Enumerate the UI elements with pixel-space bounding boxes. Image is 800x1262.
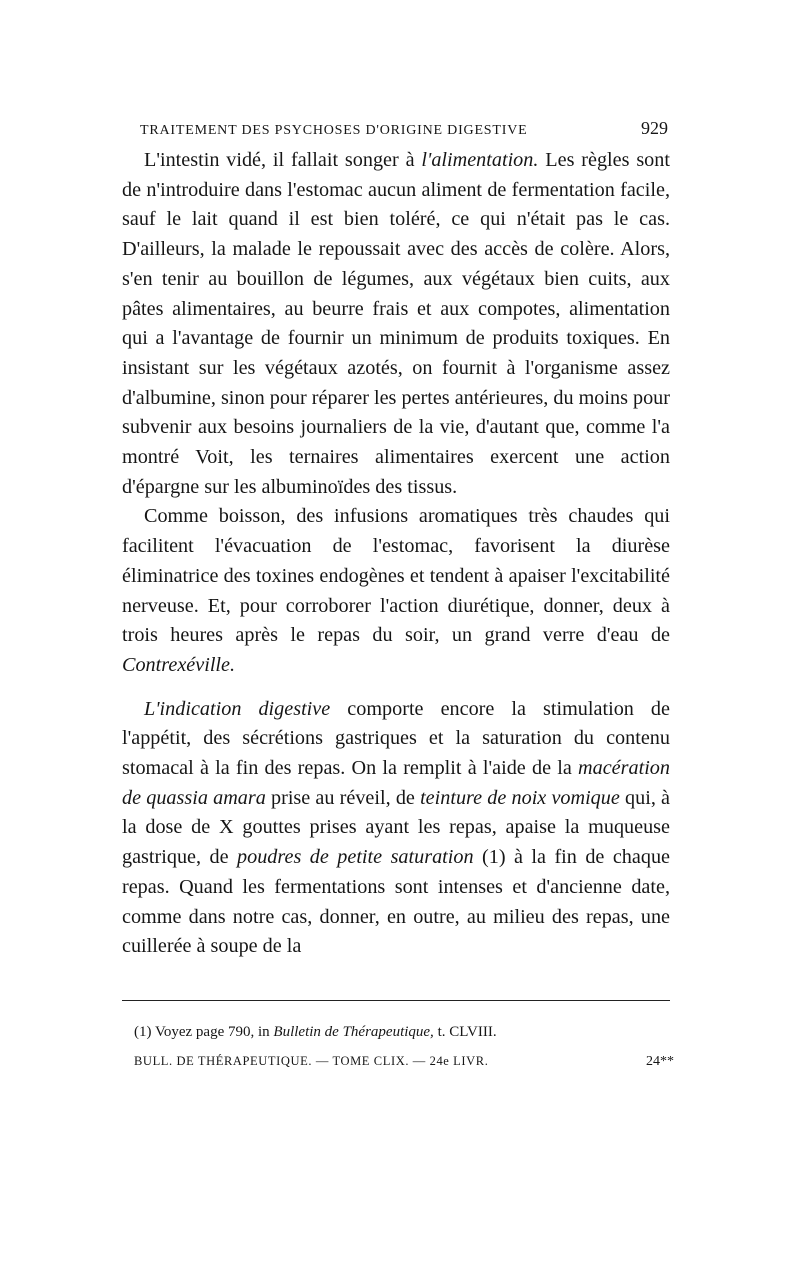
footnote: [134, 1022, 674, 1042]
body-text: [122, 146, 670, 962]
paragraph: [122, 695, 670, 962]
text-run: Les règles sont de n'introduire dans l'estomac aucun aliment de fermentation facile, sauf le lait quand il est bien toléré, ce qui n'était pas le cas. D'ailleurs, la malade le repoussait avec des accès de colère. Alors, s'en tenir au bouillon de légumes, aux végétaux bien cuits, aux pâtes alimentaires, au beurre frais et aux compotes, alimentation qui a l'avantage de fournir un minimum de produits toxiques. En insistant sur les végétaux azotés, on fournit à l'organisme assez d'albumine, sinon pour réparer les pertes antérieures, du moins pour subvenir aux besoins journaliers de la vie, d'autant que, comme l'a montré Voit, les ternaires alimentaires exercent une action d'épargne sur les albuminoïdes des tissus.: [122, 149, 670, 498]
paragraph: [122, 146, 670, 502]
text-run: qui, à la dose de X gouttes prises ayant les repas, apaise la muqueuse gastrique, de: [122, 786, 670, 869]
text-run: L'intestin vidé, il fallait songer à: [144, 149, 422, 171]
italic-run: teinture de noix vomique: [420, 786, 620, 809]
text-run: (1) à la fin de chaque repas. Quand les fermentations sont intenses et d'ancienne date, comme dans notre cas, donner, en outre, au milieu des repas, une cuillerée à soupe de la: [122, 846, 670, 958]
page-number: 929: [641, 118, 668, 138]
paragraph: [122, 502, 670, 680]
journal-line: BULL. DE THÉRAPEUTIQUE. — TOME CLIX. — 24e LIVR.: [134, 1054, 489, 1068]
page-footer: [134, 1054, 674, 1070]
footnote-separator: [122, 1000, 670, 1001]
text-run: t. CLVIII.: [433, 1024, 497, 1040]
text-run: prise au réveil, de: [265, 786, 421, 809]
italic-run: l'alimentation.: [421, 149, 539, 171]
italic-run: Contrexéville.: [122, 653, 236, 676]
signature-mark: 24**: [646, 1054, 674, 1069]
italic-run: macération de quassia amara: [122, 757, 670, 809]
text-run: Comme boisson, des infusions aromatiques très chaudes qui facilitent l'évacuation de l'estomac, favorisent la diurèse éliminatrice des toxines endogènes et tendent à apaiser l'excitabilité nerveuse. Et, pour corroborer l'action diurétique, donner, deux à trois heures après le repas du soir, un grand verre d'eau de: [122, 505, 670, 647]
running-header: [140, 118, 668, 139]
text-run: comporte encore la stimulation de l'appétit, des sécrétions gastriques et la saturation du contenu stomacal à la fin des repas. On la remplit à l'aide de la: [122, 697, 670, 780]
italic-run: L'indication digestive: [144, 697, 331, 720]
italic-run: Bulletin de Thérapeutique,: [273, 1024, 434, 1040]
italic-run: poudres de petite saturation: [237, 846, 474, 869]
text-run: (1) Voyez page 790, in: [134, 1024, 274, 1040]
running-title: TRAITEMENT DES PSYCHOSES D'ORIGINE DIGESTIVE: [140, 123, 528, 138]
